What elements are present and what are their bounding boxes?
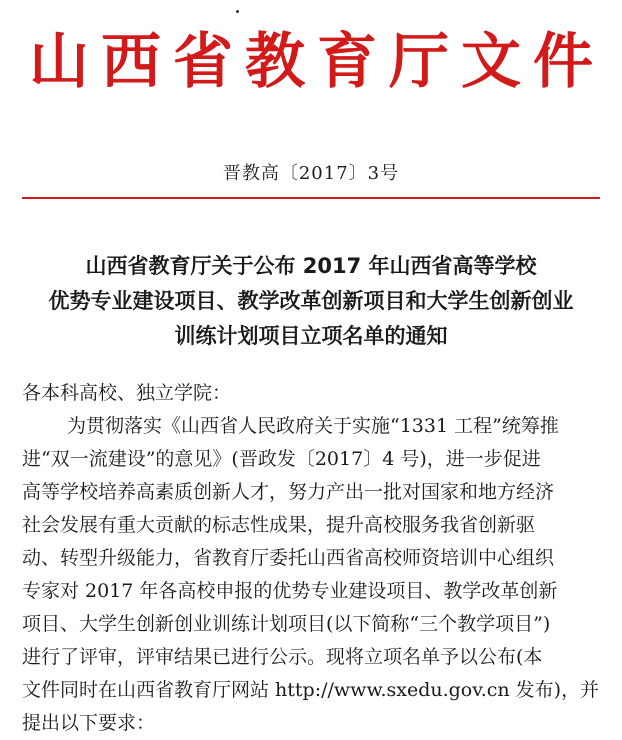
body-line: 高等学校培养高素质创新人才，努力产出一批对国家和地方经济 <box>22 481 555 503</box>
scan-speck <box>236 10 239 13</box>
body-line: 文件同时在山西省教育厅网站 http://www.sxedu.gov.cn 发布)，并 <box>22 679 600 701</box>
body-line: 为贯彻落实《山西省人民政府关于实施“1331 工程”统筹推 <box>67 415 559 437</box>
title-line: 山西省教育厅关于公布 2017 年山西省高等学校 <box>85 254 537 278</box>
body-line: 提出以下要求： <box>22 712 156 734</box>
body-line: 专家对 2017 年各高校申报的优势专业建设项目、教学改革创新 <box>22 580 558 602</box>
masthead-title: 山西省教育厅文件 <box>29 27 605 97</box>
red-divider-line <box>22 197 600 199</box>
title-line: 优势专业建设项目、教学改革创新项目和大学生创新创业 <box>48 289 574 313</box>
notice-title <box>0 249 622 354</box>
body-line: 进“双一流建设”的意见》(晋政发〔2017〕4 号)，进一步促进 <box>22 448 541 470</box>
body-line: 社会发展有重大贡献的标志性成果，提升高校服务我省创新驱 <box>22 514 536 536</box>
title-line: 训练计划项目立项名单的通知 <box>174 324 448 348</box>
salutation: 各本科高校、独立学院： <box>22 382 232 404</box>
body-line: 动、转型升级能力，省教育厅委托山西省高校师资培训中心组织 <box>22 547 555 569</box>
body-line: 项目、大学生创新创业训练计划项目(以下简称“三个教学项目”) <box>22 613 551 635</box>
body-line: 进行了评审，评审结果已进行公示。现将立项名单予以公布(本 <box>22 646 543 668</box>
document-number: 晋教高〔2017〕3号 <box>222 163 400 184</box>
notice-body <box>22 377 600 740</box>
